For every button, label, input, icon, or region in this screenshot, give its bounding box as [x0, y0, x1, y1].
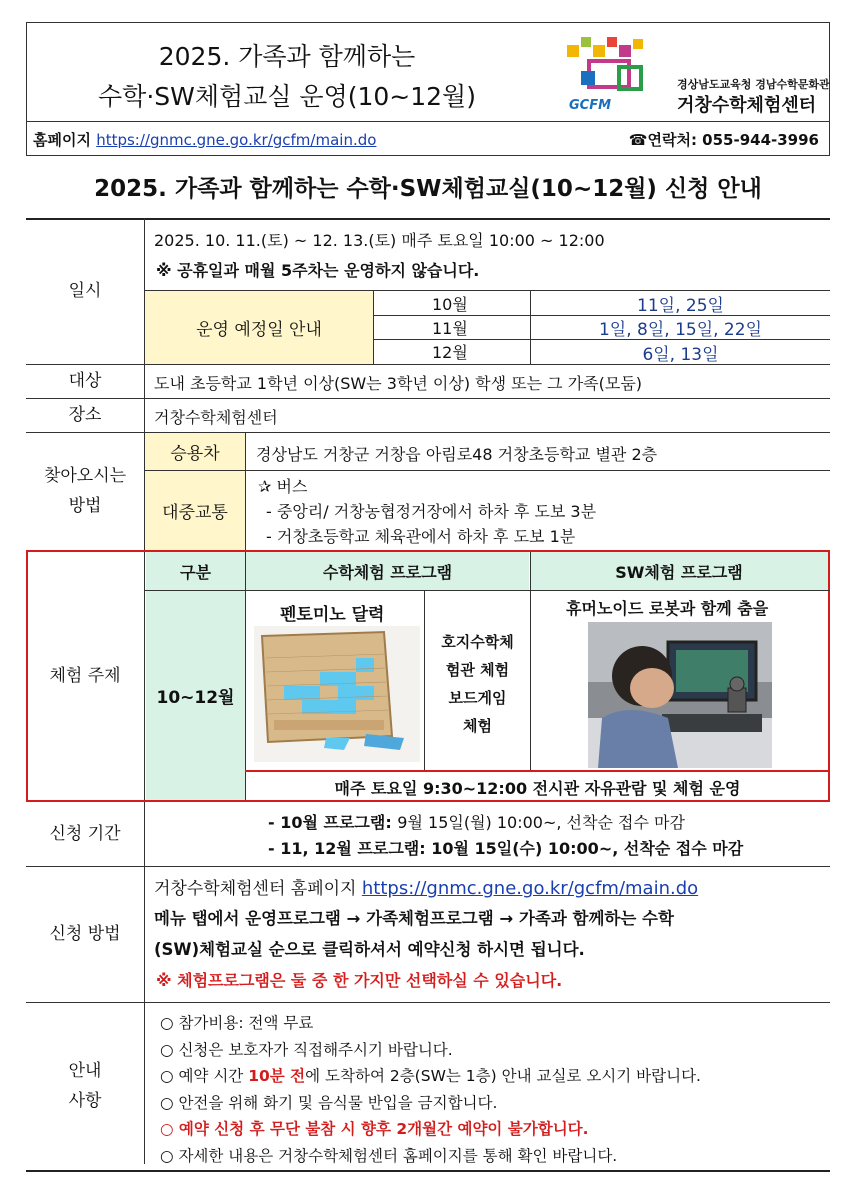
note-guardian: ○ 신청은 보호자가 직접해주시기 바랍니다.	[160, 1040, 453, 1059]
target-text: 도내 초등학교 1학년 이상(SW는 3학년 이상) 학생 또는 그 가족(모둠)	[154, 374, 643, 393]
apply-method-steps: 메뉴 탭에서 운영프로그램 → 가족체험프로그램 → 가족과 함께하는 수학	[154, 909, 674, 928]
directions-divider	[245, 432, 246, 550]
month-november: 11월	[432, 319, 468, 338]
apply-period-line2-rest: 10월 15일(수) 10:00~, 선착순 접수 마감	[431, 839, 744, 858]
note-safety: ○ 안전을 위해 화기 및 음식물 반입을 금지합니다.	[160, 1093, 498, 1112]
homepage-link[interactable]: https://gnmc.gne.go.kr/gcfm/main.do	[96, 131, 377, 149]
note-no-show: ○ 예약 신청 후 무단 불참 시 향후 2개월간 예약이 불가합니다.	[160, 1120, 589, 1138]
schedule-holiday-note: ※ 공휴일과 매월 5주차는 운영하지 않습니다.	[156, 261, 480, 280]
note-fee: ○ 참가비용: 전액 무료	[160, 1014, 314, 1032]
directions-label-line1: 찾아오시는	[43, 466, 127, 486]
program-header-line	[145, 590, 830, 591]
note-arrival-b: 에 도착하여 2층(SW는 1층) 안내 교실로 오시기 바랍니다.	[305, 1067, 701, 1085]
apply-period-line1-prefix: - 10월 프로그램:	[268, 813, 398, 832]
program-footer-note: 매주 토요일 9:30~12:00 전시관 자유관람 및 체험 운영	[334, 779, 741, 798]
notes-label-line2: 사항	[68, 1091, 102, 1111]
sw-program-title: 휴머노이드 로봇과 함께 춤을	[566, 599, 769, 618]
schedule-sub-divider	[373, 290, 374, 364]
directions-label-line2: 방법	[68, 496, 102, 516]
apply-method-warning: ※ 체험프로그램은 둘 중 한 가지만 선택하실 수 있습니다.	[156, 971, 563, 990]
transit-bus: ✰ 버스	[258, 477, 308, 496]
logo	[559, 31, 830, 116]
homepage-row	[33, 129, 376, 150]
col-sw-program: SW체험 프로그램	[530, 552, 828, 590]
page-title: 2025. 가족과 함께하는 수학·SW체험교실(10~12월) 신청 안내	[94, 176, 762, 202]
row-border	[26, 364, 830, 365]
apply-period-line2-prefix: - 11, 12월 프로그램:	[268, 839, 432, 858]
col-math-program: 수학체험 프로그램	[246, 552, 529, 590]
directions-label	[26, 432, 144, 550]
note-more-info: ○ 자세한 내용은 거창수학체험센터 홈페이지를 통해 확인 바랍니다.	[160, 1146, 618, 1165]
days-october: 11일, 25일	[637, 295, 724, 316]
schedule-label: 일시	[68, 281, 102, 301]
math-side-line: 보드게임	[448, 689, 507, 707]
notes-list	[160, 1010, 701, 1169]
program-period: 10~12월	[146, 591, 245, 800]
header-box	[26, 22, 830, 156]
header-title	[27, 37, 547, 117]
operating-days-label: 운영 예정일 안내	[145, 290, 373, 364]
month-october: 10월	[432, 295, 468, 314]
car-label: 승용차	[145, 433, 245, 470]
schedule-date-text: 2025. 10. 11.(토) ~ 12. 13.(토) 매주 토요일 10:00 ~ 12:00	[154, 231, 605, 250]
col-division: 구분	[146, 552, 245, 590]
logo-org-text: 경상남도교육청 경남수학문화관	[677, 78, 830, 91]
target-label: 대상	[68, 371, 102, 391]
row-border	[26, 398, 830, 399]
transit-info	[258, 474, 596, 549]
table-bottom-border	[26, 1170, 830, 1172]
math-side-line: 험관 체험	[445, 661, 510, 679]
place-label: 장소	[68, 405, 102, 425]
notes-label	[26, 1002, 144, 1170]
apply-period-line1-rest: 9월 15일(월) 10:00~, 선착순 접수 마감	[397, 813, 685, 832]
month-december: 12월	[432, 343, 468, 362]
math-side-line: 체험	[463, 717, 492, 735]
program-divider	[530, 552, 531, 770]
apply-method-label: 신청 방법	[49, 924, 121, 944]
program-divider	[245, 552, 246, 800]
transit-label: 대중교통	[145, 471, 245, 550]
svg-text:GCFM: GCFM	[569, 98, 612, 113]
car-address: 경상남도 거창군 거창읍 아림로48 거창초등학교 별관 2층	[256, 445, 658, 464]
apply-period-label: 신청 기간	[49, 824, 121, 844]
apply-homepage-link[interactable]: https://gnmc.gne.go.kr/gcfm/main.do	[361, 878, 699, 899]
note-arrival-red: 10분 전	[248, 1067, 306, 1085]
homepage-label: 홈페이지	[33, 131, 91, 149]
transit-stop-1: - 중앙리/ 거창농협정거장에서 하차 후 도보 3분	[266, 502, 597, 521]
table-top-border	[26, 218, 830, 220]
apply-method-line1	[154, 874, 698, 899]
days-november: 1일, 8일, 15일, 22일	[598, 320, 762, 340]
days-december: 6일, 13일	[642, 344, 719, 365]
pentomino-calendar-image	[254, 626, 420, 762]
math-side-line: 호지수학체	[441, 633, 514, 651]
program-footer-line	[245, 770, 829, 772]
math-program-title: 펜토미노 달력	[280, 605, 385, 625]
place-text: 거창수학체험센터	[154, 408, 278, 427]
humanoid-robot-photo	[588, 622, 772, 768]
contact-number: ☎연락처: 055-944-3996	[628, 131, 819, 149]
gcfm-logo-icon	[559, 31, 669, 115]
header-title-line2: 수학·SW체험교실 운영(10~12월)	[98, 82, 476, 111]
program-label: 체험 주제	[49, 666, 121, 686]
directions-row-line	[145, 470, 830, 471]
apply-method-prefix: 거창수학체험센터 홈페이지	[154, 879, 357, 899]
header-divider	[27, 121, 829, 122]
row-border	[26, 866, 830, 867]
apply-period-line1	[268, 810, 685, 833]
note-arrival-a: ○ 예약 시간	[160, 1067, 249, 1085]
header-title-line1: 2025. 가족과 함께하는	[158, 42, 416, 71]
row-border	[26, 1002, 830, 1003]
apply-period-line2	[268, 836, 743, 859]
transit-stop-2: - 거창초등학교 체육관에서 하차 후 도보 1분	[266, 527, 576, 546]
logo-center-name: 거창수학체험센터	[677, 95, 817, 116]
math-side-text	[425, 626, 530, 742]
apply-method-steps-2: (SW)체험교실 순으로 클릭하셔서 예약신청 하시면 됩니다.	[154, 940, 585, 959]
note-arrival	[160, 1063, 701, 1090]
notes-label-line1: 안내	[68, 1061, 102, 1081]
